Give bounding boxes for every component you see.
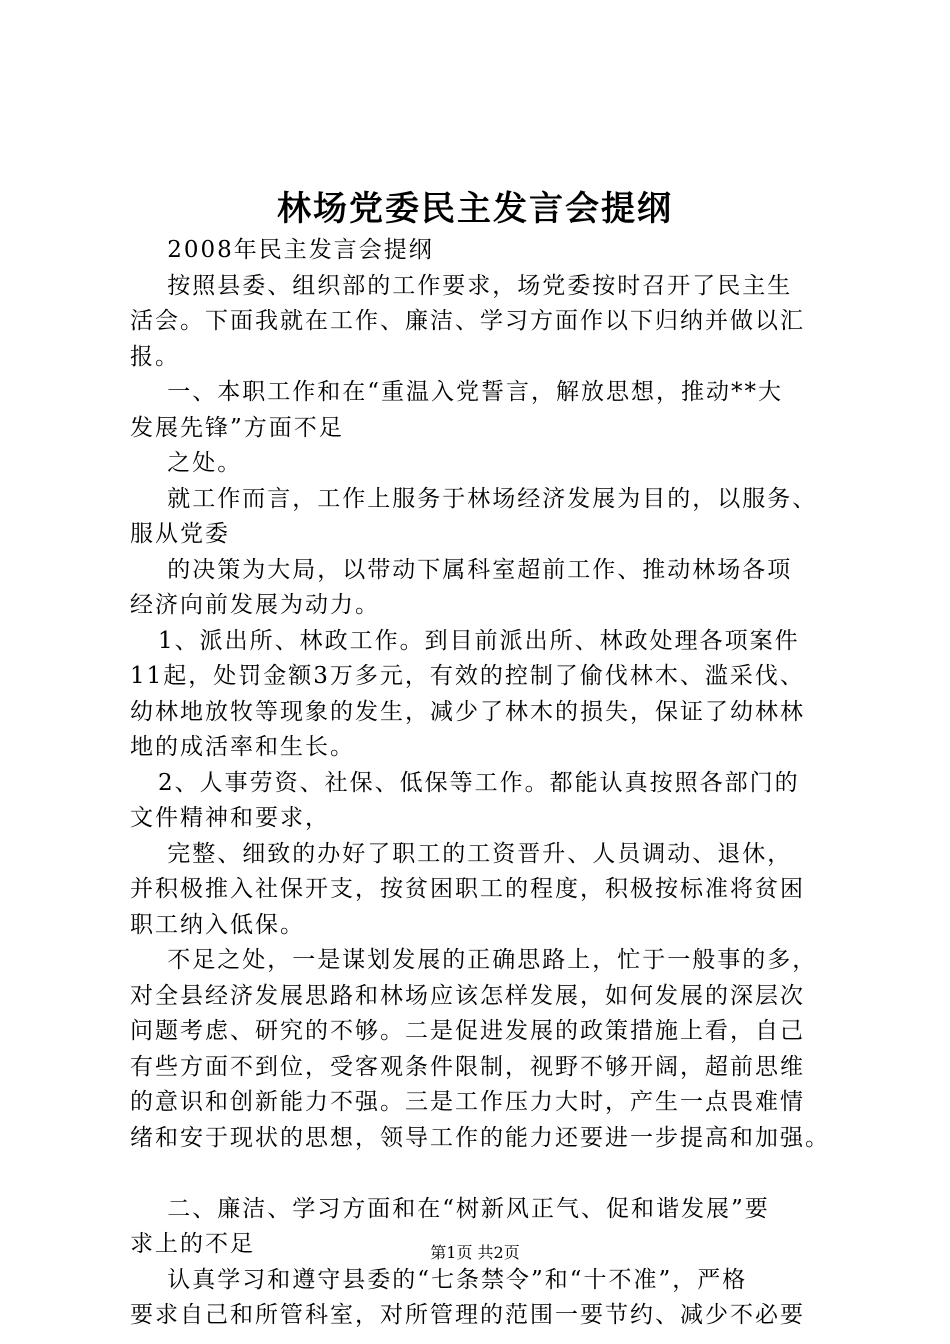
body-line: 二、廉洁、学习方面和在“树新风正气、促和谐发展”要 (130, 1195, 770, 1222)
page-footer: 第1页 共2页 (430, 1243, 520, 1262)
body-line: 地的成活率和生长。 (130, 734, 355, 760)
body-line: 2、人事劳资、社保、低保等工作。都能认真按照各部门的 (130, 769, 800, 796)
body-line: 报。 (130, 343, 180, 370)
body-line: 的决策为大局，以带动下属科室超前工作、推动林场各项 (130, 556, 793, 583)
body-line: 11起，处罚金额3万多元，有效的控制了偷伐林木、滥采伐、 (130, 663, 805, 689)
body-line: 幼林地放牧等现象的发生，减少了林木的损失，保证了幼林林 (130, 698, 805, 725)
body-line: 2008年民主发言会提纲 (130, 237, 434, 263)
body-line: 服从党委 (130, 521, 230, 547)
body-line: 对全县经济发展思路和林场应该怎样发展，如何发展的深层次 (130, 982, 805, 1009)
body-line: 经济向前发展为动力。 (130, 592, 380, 618)
document-title: 林场党委民主发言会提纲 (277, 189, 673, 229)
body-line: 按照县委、组织部的工作要求，场党委按时召开了民主生 (130, 272, 793, 299)
body-line: 就工作而言，工作上服务于林场经济发展为目的，以服务、 (130, 485, 818, 512)
document-body (130, 233, 850, 1334)
blank-line (130, 1156, 850, 1192)
body-line: 并积极推入社保开支，按贫困职工的程度，积极按标准将贫困 (130, 876, 805, 902)
body-line: 发展先锋”方面不足 (130, 414, 344, 441)
body-line: 有些方面不到位，受客观条件限制，视野不够开阔，超前思维 (130, 1053, 805, 1080)
body-line: 活会。下面我就在工作、廉洁、学习方面作以下归纳并做以汇 (130, 308, 805, 334)
body-line: 求上的不足 (130, 1231, 255, 1257)
body-line: 一、本职工作和在“重温入党誓言，解放思想，推动**大 (130, 379, 784, 405)
body-line: 完整、细致的办好了职工的工资晋升、人员调动、退休， (130, 840, 793, 867)
body-line: 要求自己和所管科室，对所管理的范围一要节约、减少不必要 (130, 1302, 805, 1328)
body-line: 不足之处，一是谋划发展的正确思路上，忙于一般事的多， (130, 947, 818, 973)
body-line: 文件精神和要求， (130, 805, 330, 831)
body-line: 1、派出所、林政工作。到目前派出所、林政处理各项案件 (130, 627, 800, 654)
body-line: 认真学习和遵守县委的“七条禁令”和“十不准”，严格 (130, 1266, 748, 1293)
body-line: 的意识和创新能力不强。三是工作压力大时，产生一点畏难情 (130, 1089, 805, 1115)
body-line: 职工纳入低保。 (130, 911, 305, 938)
body-line: 问题考虑、研究的不够。二是促进发展的政策措施上看，自己 (130, 1018, 805, 1044)
body-line: 绪和安于现状的思想，领导工作的能力还要进一步提高和加强。 (130, 1124, 830, 1151)
body-line: 之处。 (130, 450, 243, 476)
